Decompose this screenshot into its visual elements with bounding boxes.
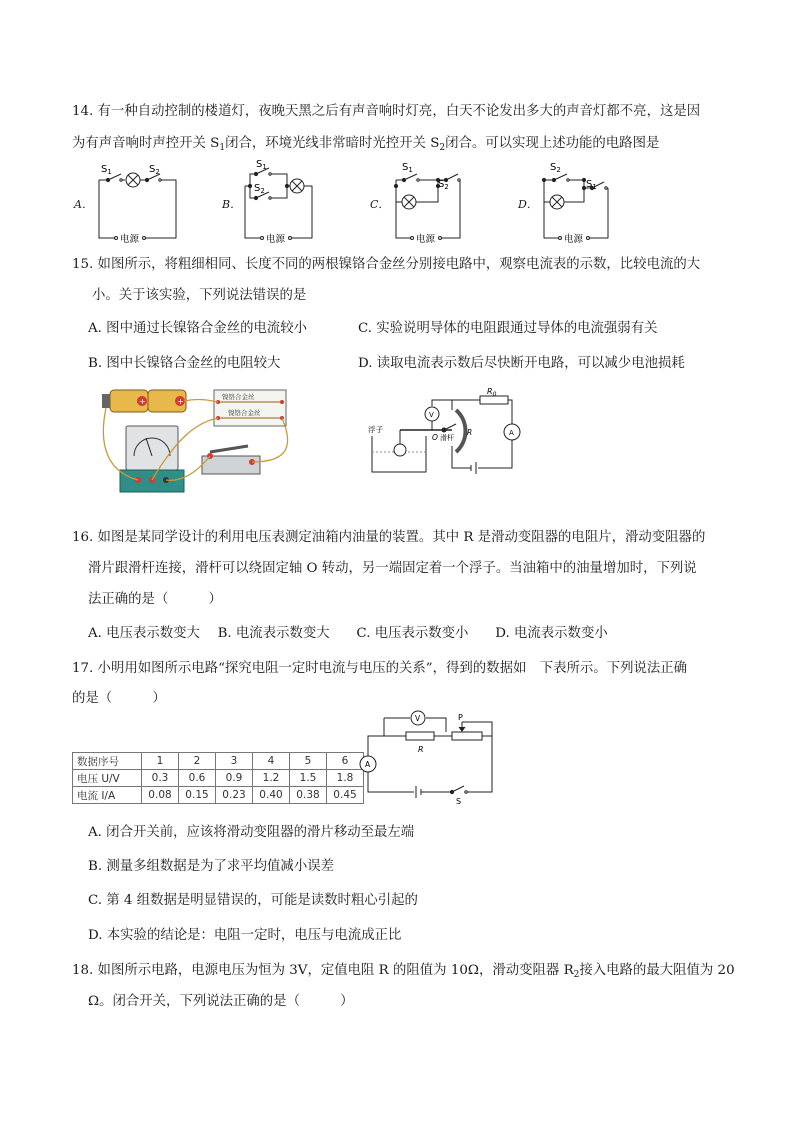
resistor-r [406, 732, 434, 740]
svg-text:R: R [418, 745, 424, 754]
svg-text:V: V [415, 714, 421, 723]
switch-s2-label: $S_2$ [254, 183, 265, 195]
q14-line2: 为有声音响时声控开关 $S_1$闭合，环境光线非常暗时光控开关 $S_2$闭合。可以实现上述功能的电路图是 [72, 136, 660, 153]
q14-option-a-label: A． [74, 198, 93, 211]
switch-s1-label: $S_1$ [101, 164, 112, 176]
table-row: 电压 U/V 0.3 0.6 0.9 1.2 1.5 1.8 [73, 770, 364, 787]
switch-s1-label: $S_1$ [586, 179, 597, 191]
switch-s1-label: $S_1$ [256, 160, 267, 171]
svg-text:R: R [467, 428, 473, 437]
power-label: 电源 [564, 234, 584, 244]
svg-text:A: A [365, 760, 371, 769]
q14-option-c-label: C． [370, 198, 390, 211]
switch-s1-label: $S_1$ [402, 162, 413, 174]
svg-text:A: A [509, 429, 514, 437]
svg-text:镍铬合金丝: 镍铬合金丝 [222, 393, 255, 401]
q16-oil-tank-figure [360, 386, 530, 482]
q15-option-c: C. 实验说明导体的电阻跟通过导体的电流强弱有关 [358, 321, 658, 336]
power-label: 电源 [416, 234, 436, 244]
q17-option-d: D. 本实验的结论是：电阻一定时，电压与电流成正比 [88, 928, 402, 943]
q14-circuit-d [536, 160, 632, 244]
svg-text:V: V [429, 411, 434, 419]
q14-circuit-b [240, 160, 336, 244]
q15-option-b: B. 图中长镍铬合金丝的电阻较大 [88, 356, 281, 371]
q14-circuit-c [388, 160, 484, 244]
q17-option-a: A. 闭合开关前，应该将滑动变阻器的滑片移动至最左端 [88, 825, 415, 840]
table-row: 数据序号 1 2 3 4 5 6 [73, 753, 364, 770]
power-label: 电源 [266, 234, 286, 244]
svg-text:O: O [432, 433, 438, 442]
q17-data-table [72, 752, 364, 804]
q15-line1: 15. 如图所示，将粗细相同、长度不同的两根镍铬合金丝分别接电路中，观察电流表的示数，比较电流的大 [72, 257, 701, 272]
float-symbol [394, 444, 406, 456]
q15-line2: 小。关于该实验，下列说法错误的是 [92, 288, 307, 303]
q17-line2: 的是（ ） [72, 691, 166, 706]
q14-option-d-label: D． [518, 198, 538, 211]
svg-text:R0: $R_0$ [487, 387, 497, 398]
ammeter-device [120, 426, 184, 492]
q17-option-b: B. 测量多组数据是为了求平均值减小误差 [88, 859, 334, 874]
q14-circuit-a [94, 160, 190, 244]
rheostat [452, 732, 482, 740]
power-label: 电源 [120, 234, 140, 244]
svg-text:P: P [458, 713, 463, 722]
q16-line3: 法正确的是（ ） [88, 592, 222, 607]
switch-s2-label: $S_2$ [438, 179, 449, 191]
battery-pack [102, 390, 186, 412]
switch-s2-label: $S_2$ [149, 164, 160, 176]
q16-line2: 滑片跟滑杆连接，滑杆可以绕固定轴 O 转动，另一端固定着一个浮子。当油箱中的油量增加时，下列说 [88, 561, 697, 576]
svg-text:+: + [177, 397, 184, 406]
q16-options: A. 电压表示数变大 B. 电流表示数变大 C. 电压表示数变小 D. 电流表示数变小 [88, 626, 608, 641]
q17-line1: 17. 小明用如图所示电路“探究电阻一定时电流与电压的关系”，得到的数据如 下表所示。下列说法正确 [72, 661, 688, 676]
svg-text:镍铬合金丝: 镍铬合金丝 [228, 409, 261, 417]
svg-text:浮子: 浮子 [368, 425, 383, 434]
svg-text:+: + [139, 397, 146, 406]
table-row: 电流 I/A 0.08 0.15 0.23 0.40 0.38 0.45 [73, 787, 364, 804]
q15-apparatus-figure [98, 386, 298, 498]
q14-line1: 14. 有一种自动控制的楼道灯，夜晚天黑之后有声音响时灯亮，白天不论发出多大的声音灯都不亮，这是因 [72, 104, 701, 119]
svg-text:滑杆: 滑杆 [440, 434, 454, 442]
switch-s2-label: $S_2$ [550, 162, 561, 174]
q14-option-b-label: B． [222, 198, 242, 211]
svg-text:S: S [456, 797, 462, 806]
q18-line1: 18. 如图所示电路，电源电压为恒为 3V，定值电阻 R 的阻值为 10Ω，滑动变阻器 $R_2$接入电路的最大阻值为 20 [72, 963, 735, 980]
q16-line1: 16. 如图是某同学设计的利用电压表测定油箱内油量的装置。其中 R 是滑动变阻器的电阻片，滑动变阻器的 [72, 530, 706, 545]
q17-option-c: C. 第 4 组数据是明显错误的，可能是读数时粗心引起的 [88, 893, 418, 908]
q15-option-a: A. 图中通过长镍铬合金丝的电流较小 [88, 321, 308, 336]
knife-switch [202, 446, 260, 474]
q18-line2: Ω。闭合开关，下列说法正确的是（ ） [88, 994, 354, 1009]
q15-option-d: D. 读取电流表示数后尽快断开电路，可以减少电池损耗 [358, 356, 685, 371]
q17-circuit-figure [352, 708, 502, 808]
